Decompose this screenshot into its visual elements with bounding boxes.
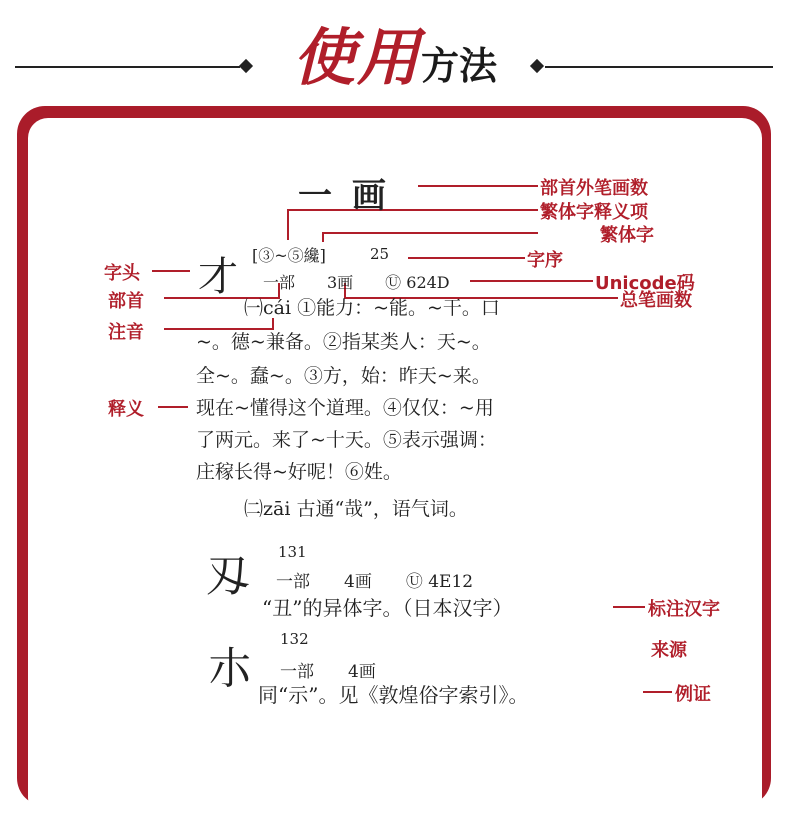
label-definition: 释义 [108, 399, 144, 420]
section-heading: 一 画 [298, 176, 390, 216]
entry1-trad-note: [③~⑤纔] [252, 246, 326, 265]
entry1-line-1: ㈠cái ①能力：~能。~干。口 [244, 297, 500, 319]
page-title [0, 8, 790, 97]
title-main: 使用 [292, 21, 421, 94]
label-unicode: Unicode码 [595, 273, 695, 294]
label-radical-extra-strokes: 部首外笔画数 [540, 178, 648, 199]
entry3-meta: 一部 4画 [280, 662, 376, 682]
entry1-line-2: ~。德~兼备。②指某类人：天~。 [196, 331, 491, 353]
entry2-text: “丑”的异体字。（日本汉字） [262, 596, 513, 620]
label-head-char: 字头 [104, 263, 140, 284]
label-source-2: 来源 [651, 640, 687, 661]
entry1-head-char: 才 [198, 254, 238, 300]
label-total-strokes: 总笔画数 [620, 290, 692, 311]
label-traditional: 繁体字 [600, 225, 654, 246]
entry2-seq: 131 [278, 543, 307, 561]
label-trad-gloss-item: 繁体字释义项 [540, 202, 648, 223]
label-seq-no: 字序 [527, 250, 563, 271]
entry1-line-5: 了两元。来了~十天。⑤表示强调： [196, 429, 497, 451]
entry1-seq: 25 [370, 245, 390, 263]
label-source: 标注汉字 [648, 599, 720, 620]
entry2-head-char: 刄 [206, 551, 250, 602]
title-sub: 方法 [421, 44, 498, 88]
entry1-line-7: ㈡zāi 古通“哉”，语气词。 [244, 498, 468, 520]
entry1-meta: 一部 3画 Ⓤ 624D [263, 273, 450, 292]
label-radical: 部首 [108, 291, 144, 312]
entry2-meta: 一部 4画 Ⓤ 4E12 [276, 572, 474, 592]
label-pinyin: 注音 [108, 322, 144, 343]
entry1-line-3: 全~。蠢~。③方，始：昨天~来。 [196, 365, 491, 387]
entry3-seq: 132 [280, 630, 309, 648]
entry3-text: 同“示”。见《敦煌俗字索引》。 [258, 683, 529, 707]
entry1-line-4: 现在~懂得这个道理。④仅仅：~用 [196, 397, 494, 419]
label-example: 例证 [675, 684, 711, 705]
entry1-line-6: 庄稼长得~好呢！⑥姓。 [196, 461, 402, 483]
entry3-head-char: 朩 [208, 643, 252, 694]
